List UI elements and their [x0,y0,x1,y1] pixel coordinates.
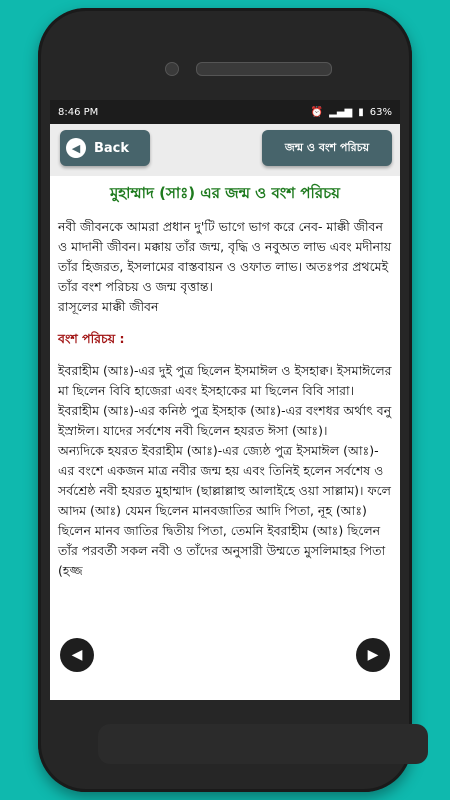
status-time: 8:46 PM [58,106,99,118]
next-arrow-icon: ▶ [367,647,379,663]
article-body-1: ইবরাহীম (আঃ)-এর দুই পুত্র ছিলেন ইসমাঈল ও ইসহাক্ব। ইসমাঈলের মা ছিলেন বিবি হাজেরা এবং ইসহাকের মা ছিলেন বিবি সারা। ইবরাহীম (আঃ)-এর কনিষ্ঠ পুত্র ইসহাক (আঃ)-এর বংশধর অর্থাৎ বনু ইস্রাঈল। যাদের সর্বশেষ নবী ছিলেন হযরত ঈসা (আঃ)। [58,363,392,438]
camera-icon [165,62,179,76]
alarm-icon: ⏰ [310,106,324,118]
back-arrow-icon: ◀ [66,138,86,158]
article-intro: নবী জীবনকে আমরা প্রধান দু'টি ভাগে ভাগ করে নেব- মাক্কী জীবন ও মাদানী জীবন। মক্কায় তাঁর জন্ম, বৃদ্ধি ও নবুঅত লাভ এবং মদীনায় তাঁর হিজরত, ইসলামের বাস্তবায়ন ও ওফাত লাভ। অতঃপর প্রথমেই তাঁর বংশ পরিচয় ও জন্ম বৃত্তান্ত। [58,219,392,294]
prev-arrow-icon: ◀ [71,647,83,663]
back-button[interactable] [60,130,150,166]
app-screen [50,100,400,700]
section-title: বংশ পরিচয় : [58,331,125,346]
prev-page-button[interactable] [60,638,94,672]
status-bar [50,100,400,124]
next-page-button[interactable] [356,638,390,672]
signal-icon: ▂▄▆ [329,106,353,118]
article-heading: মুহাম্মাদ (সাঃ) এর জন্ম ও বংশ পরিচয় [109,184,341,202]
article-content[interactable] [50,176,400,700]
battery-icon: ▮ [358,106,364,118]
phone-chin [98,724,428,764]
speaker-grille [196,62,332,76]
back-button-label: Back [94,140,130,156]
article-subline: রাসূলের মাক্কী জীবন [58,299,159,314]
status-battery: 63% [369,106,392,118]
article-body-2: অন্যদিকে হযরত ইবরাহীম (আঃ)-এর জ্যেষ্ঠ পুত্র ইসমাঈল (আঃ)-এর বংশে একজন মাত্র নবীর জন্ম হয় এবং তিনিই হলেন সর্বশেষ ও সর্বশ্রেষ্ঠ নবী হযরত মুহাম্মাদ (ছাল্লাল্লাহু আলাইহে ওয়া সাল্লাম)। ফলে আদম (আঃ) যেমন ছিলেন মানবজাতির আদি পিতা, নূহ (আঃ) ছিলেন মানব জাতির দ্বিতীয় পিতা, তেমনি ইবরাহীম (আঃ) ছিলেন তাঁর পরবর্তী সকল নবী ও তাঁদের অনুসারী উম্মতে মুসলিমাহর পিতা (হজ্জ [58,443,391,578]
chapter-title-label: জন্ম ও বংশ পরিচয় [284,140,370,154]
chapter-title-button[interactable] [262,130,392,166]
toolbar [50,124,400,176]
